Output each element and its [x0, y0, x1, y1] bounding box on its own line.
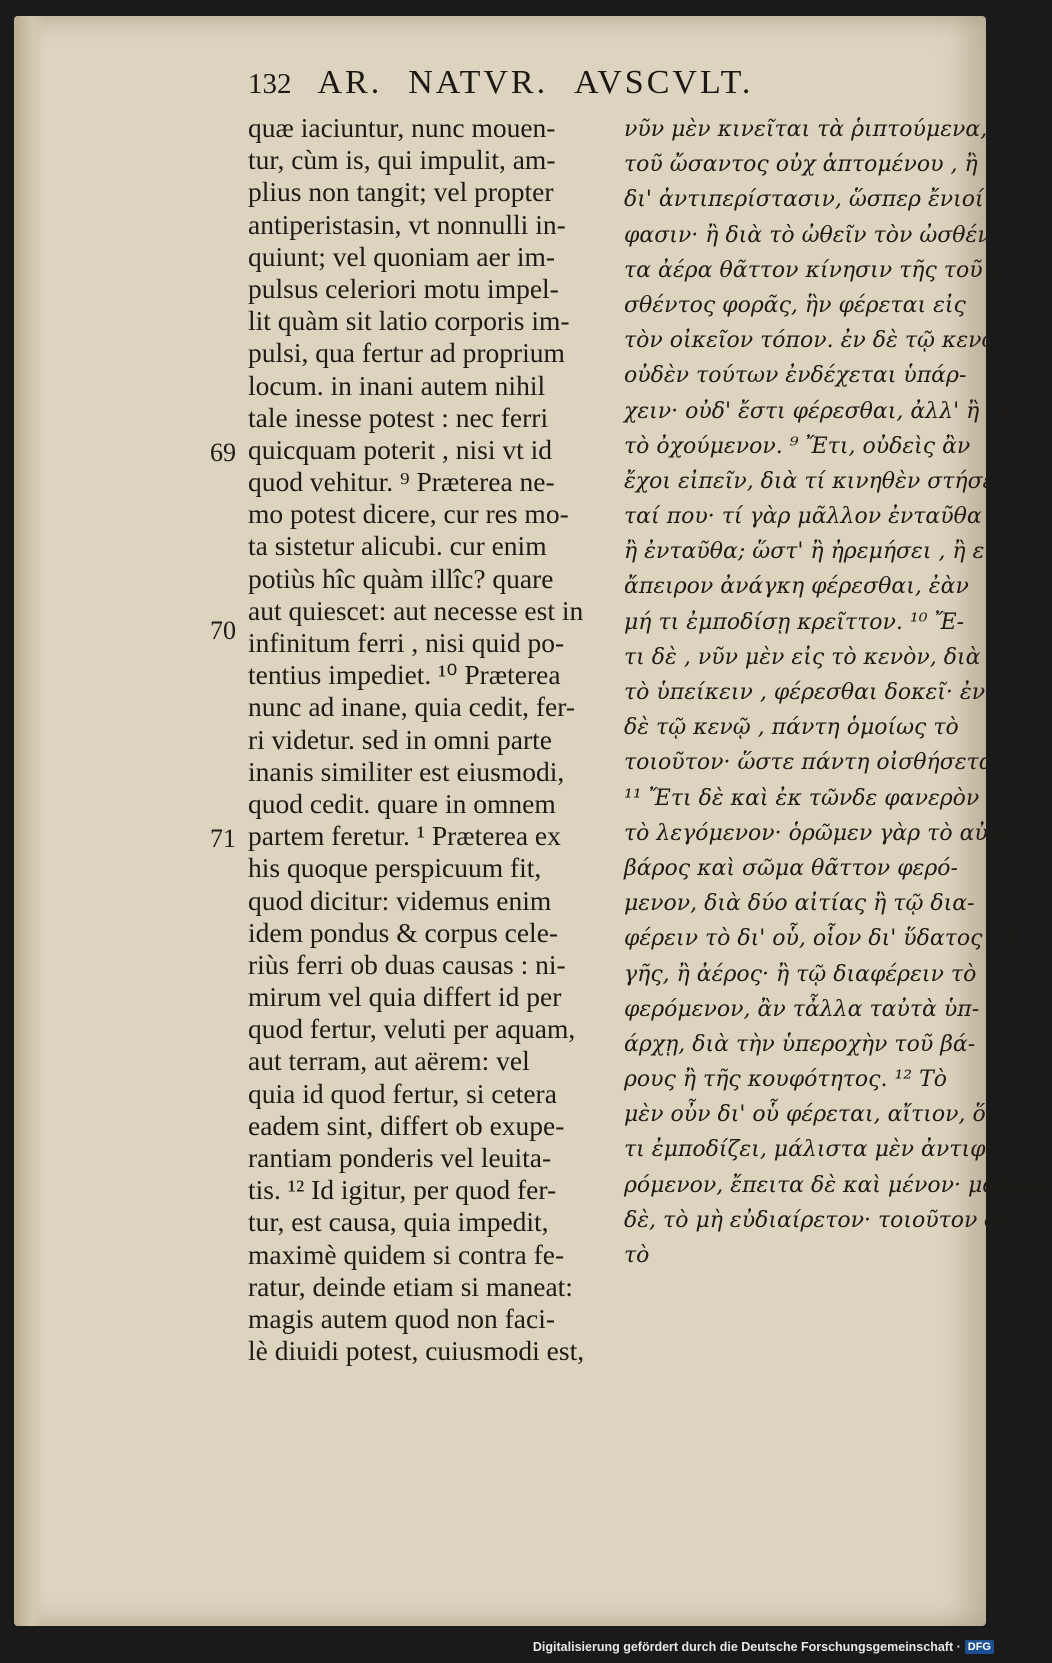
text-line: ¹¹ Ἔτι δὲ καὶ ἐκ τῶνδε φανερὸν [624, 785, 980, 811]
text-line: ταί που· τί γὰρ μᾶλλον ἐνταῦθα [624, 504, 982, 530]
text-line: ta sistetur alicubi. cur enim [248, 530, 547, 562]
text-line: idem pondus & corpus cele- [248, 916, 559, 948]
text-line: τὸν οἰκεῖον τόπον. ἐν δὲ τῷ κενῷ [624, 328, 1000, 354]
text-line: τοῦ ὤσαντος οὐχ ἁπτομένου , ἢ [624, 152, 978, 178]
text-line: γῆς, ἢ ἀέρος· ἢ τῷ διαφέρειν τὸ [624, 961, 977, 987]
running-header [248, 64, 900, 102]
text-line: antiperistasin, vt nonnulli in- [248, 208, 566, 240]
text-line: quicquam poterit , nisi vt id [248, 433, 552, 465]
text-line: quia id quod fertur, si cetera [248, 1077, 557, 1109]
text-line: tur, cùm is, qui impulit, am- [248, 144, 556, 176]
margin-number: 71 [210, 824, 236, 853]
margin-number: 69 [210, 438, 236, 467]
text-line: μὲν οὖν δι' οὗ φέρεται, αἴτιον, ὅ- [624, 1102, 994, 1128]
text-line: quæ iaciuntur, nunc mouen- [248, 112, 556, 143]
text-line: τὸ ὀχούμενον. ⁹ Ἔτι, οὐδεὶς ἂν [624, 433, 971, 459]
text-line: eadem sint, differt ob exupe- [248, 1109, 565, 1141]
text-line: ἄπειρον ἀνάγκη φέρεσθαι, ἐὰν [624, 574, 969, 600]
page-number: 132 [248, 68, 292, 100]
text-line: μή τι ἐμποδίσῃ κρεῖττον. ¹⁰ Ἔ- [624, 609, 965, 635]
text-line: quod fertur, veluti per aquam, [248, 1013, 576, 1045]
text-line: pulsus celeriori motu impel- [248, 272, 559, 304]
text-line: tentius impediet. ¹⁰ Præterea [248, 659, 561, 691]
text-line: tur, est causa, quia impedit, [248, 1206, 549, 1238]
text-line: magis autem quod non faci- [248, 1302, 555, 1334]
footer-text: Digitalisierung gefördert durch die Deutsche Forschungsgemeinschaft · [532, 1640, 961, 1654]
text-line: βάρος καὶ σῶμα θᾶττον φερό- [624, 855, 958, 881]
text-line: infinitum ferri , nisi quid po- [248, 627, 565, 658]
text-line: μενον, διὰ δύο αἰτίας ἢ τῷ δια- [624, 891, 975, 917]
text-line: φερόμενον, ἂν τἆλλα ταὐτὰ ὑπ- [624, 996, 980, 1022]
text-line: τοιοῦτον· ὥστε πάντη οἰσθήσεται. [624, 750, 1010, 776]
text-line: inanis similiter est eiusmodi, [248, 755, 565, 787]
text-line: φασιν· ἢ διὰ τὸ ὠθεῖν τὸν ὠσθέν- [624, 222, 999, 248]
text-line: quod dicitur: videmus enim [248, 884, 552, 916]
text-line: riùs ferri ob duas causas : ni- [248, 948, 566, 980]
text-line: potiùs hîc quàm illîc? quare [248, 562, 554, 594]
text-line: τὸ ὑπείκειν , φέρεσθαι δοκεῖ· ἐν [624, 680, 986, 705]
text-line: aut quiescet: aut necesse est in [248, 594, 584, 626]
text-line: his quoque perspicuum fit, [248, 852, 542, 884]
text-line: δὲ τῷ κενῷ , πάντη ὁμοίως τὸ [624, 715, 959, 741]
text-line: ρους ἢ τῆς κουφότητος. ¹² Τὸ [624, 1067, 948, 1093]
text-line: tale inesse potest : nec ferri [248, 401, 549, 433]
text-line: mirum vel quia differt id per [248, 981, 562, 1013]
text-line: maximè quidem si contra fe- [248, 1238, 565, 1270]
latin-column [248, 112, 620, 1367]
text-line: χειν· οὐδ' ἔστι φέρεσθαι, ἀλλ' ἢ ὡς [624, 398, 1017, 424]
text-line: σθέντος φορᾶς, ἣν φέρεται εἰς [624, 292, 966, 318]
text-line: ρόμενον, ἔπειτα δὲ καὶ μένον· μᾶλλον [624, 1172, 1052, 1198]
text-line: τὸ λεγόμενον· ὁρῶμεν γὰρ τὸ αὐτὸ [624, 820, 1014, 846]
greek-column [624, 112, 1052, 1273]
text-line: τὸ [624, 1243, 650, 1268]
text-line: δὲ, τὸ μὴ εὐδιαίρετον· τοιοῦτον δὲ [624, 1207, 1010, 1233]
text-line: lit quàm sit latio corporis im- [248, 305, 570, 337]
header-title-1: AR. [317, 64, 383, 101]
page-gutter [14, 16, 44, 1626]
text-line: aut terram, aut aërem: vel [248, 1045, 530, 1077]
text-line: rantiam ponderis vel leuita- [248, 1142, 552, 1173]
text-line: mo potest dicere, cur res mo- [248, 498, 569, 530]
text-line: quod cedit. quare in omnem [248, 787, 556, 819]
text-line: quod vehitur. ⁹ Præterea ne- [248, 466, 555, 498]
text-line: ri videtur. sed in omni parte [248, 723, 552, 755]
text-line: νῦν μὲν κινεῖται τὰ ῥιπτούμενα, [624, 117, 988, 142]
text-line: δι' ἀντιπερίστασιν, ὥσπερ ἔνιοί [624, 187, 984, 213]
text-line: τα ἀέρα θᾶττον κίνησιν τῆς τοῦ ὠ- [624, 257, 1015, 283]
text-line: τι δὲ , νῦν μὲν εἰς τὸ κενὸν, διὰ [624, 644, 981, 670]
text-line: tis. ¹² Id igitur, per quod fer- [248, 1174, 557, 1206]
text-line: τι ἐμποδίζει, μάλιστα μὲν ἀντιφε- [624, 1137, 1005, 1163]
dfg-logo: DFG [965, 1640, 994, 1654]
text-line: οὐδὲν τούτων ἐνδέχεται ὑπάρ- [624, 363, 967, 389]
text-line: lè diuidi potest, cuiusmodi est, [248, 1335, 585, 1367]
text-line: quiunt; vel quoniam aer im- [248, 240, 556, 272]
header-title-2: NATVR. [408, 64, 549, 101]
digitization-footer [533, 1640, 994, 1654]
margin-number: 70 [210, 616, 236, 645]
text-line: ratur, deinde etiam si maneat: [248, 1270, 573, 1302]
text-line: nunc ad inane, quia cedit, fer- [248, 691, 576, 723]
text-line: plius non tangit; vel propter [248, 176, 554, 208]
text-line: ἔχοι εἰπεῖν, διὰ τί κινηθὲν στήσε- [624, 468, 1002, 494]
text-line: φέρειν τὸ δι' οὗ, οἷον δι' ὕδατος , ἢ [624, 926, 1017, 952]
text-line: locum. in inani autem nihil [248, 369, 546, 401]
text-line: άρχῃ, διὰ τὴν ὑπεροχὴν τοῦ βά- [624, 1031, 976, 1057]
text-line: ἢ ἐνταῦθα; ὥστ' ἢ ἠρεμήσει , ἢ εἰς [624, 539, 1006, 565]
text-line: partem feretur. ¹ Præterea ex [248, 820, 561, 852]
header-title-3: AVSCVLT. [574, 64, 754, 101]
text-line: pulsi, qua fertur ad proprium [248, 337, 565, 369]
